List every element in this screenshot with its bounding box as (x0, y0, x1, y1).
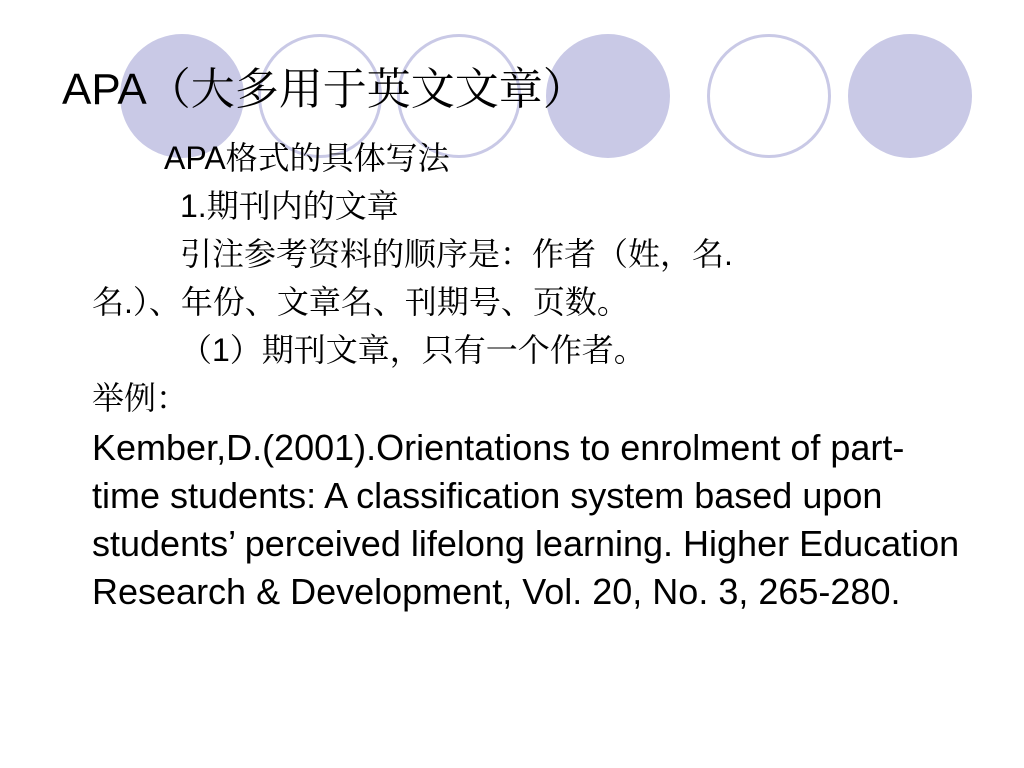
citation-order-line-1: 引注参考资料的顺序是：作者（姓，名. (180, 236, 733, 272)
decorative-circle-filled (848, 34, 972, 158)
decorative-circle-outline (707, 34, 831, 158)
slide-title: APA（大多用于英文文章） (62, 65, 587, 114)
case-heading: （1）期刊文章，只有一个作者。 (180, 332, 646, 368)
format-heading: APA格式的具体写法 (164, 140, 450, 176)
reference-example: Kember,D.(2001).Orientations to enrolment of part-time students: A classification system based upon students’ perceived lifelong learning. Higher Education Research & Development, Vol. 20, No. 3, 265-280. (92, 427, 960, 612)
example-label: 举例： (92, 380, 189, 416)
section-heading: 1.期刊内的文章 (180, 188, 399, 224)
citation-order-line-2: 名.）、年份、文章名、刊期号、页数。 (92, 284, 629, 320)
